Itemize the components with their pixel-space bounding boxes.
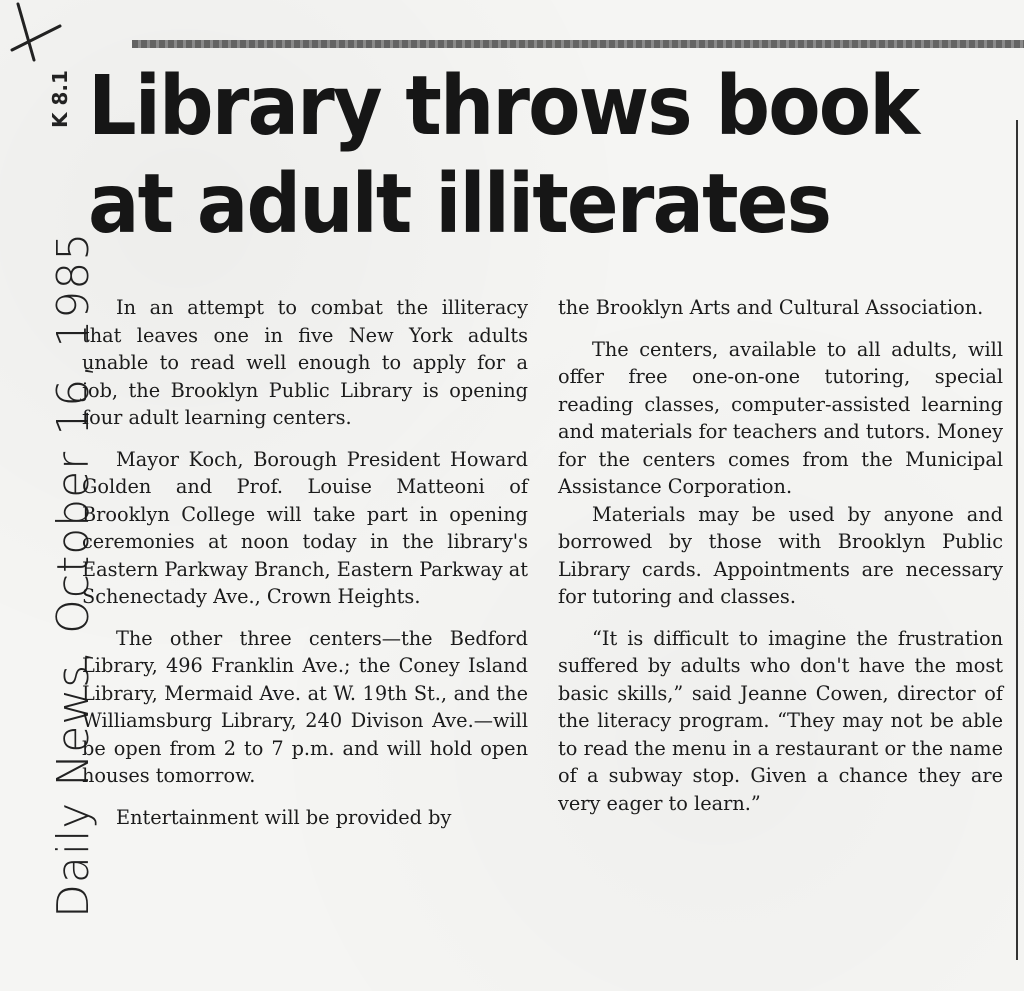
x-mark-icon: [4, 0, 64, 70]
paragraph: Entertainment will be provided by: [116, 805, 452, 829]
paragraph: Mayor Koch, Borough President Howard Golden and Prof. Louise Matteoni of Brooklyn College will take part in opening ceremonies at noon today in the library's Eastern Parkway Branch, Eastern Parkway at Schenectady Ave., Crown Heights.: [82, 447, 528, 608]
left-column: [82, 294, 528, 831]
paragraph: The centers, available to all adults, will offer free one-on-one tutoring, special reading classes, computer-assisted learning and materials for teachers and tutors. Money for the centers comes from the Municipal Assistance Corporation.: [558, 337, 1003, 498]
paragraph: In an attempt to combat the illiteracy that leaves one in five New York adults unable to read well enough to apply for a job, the Brooklyn Public Library is opening four adult learning centers.: [82, 296, 528, 429]
right-column: [558, 294, 1003, 817]
headline: Library throws book at adult illiterates: [88, 59, 919, 252]
paragraph: the Brooklyn Arts and Cultural Association.: [558, 296, 984, 319]
paragraph: Materials may be used by anyone and borrowed by those with Brooklyn Public Library cards. Appointments are necessary for tutoring and classes.: [558, 502, 1003, 608]
handwritten-date-note: Daily News, October 16, 1985: [48, 231, 99, 918]
paragraph: The other three centers—the Bedford Library, 496 Franklin Ave.; the Coney Island Library, Mermaid Ave. at W. 19th St., and the Williamsburg Library, 240 Divison Ave.—will be open from 2 to 7 p.m. and will hold open houses tomorrow.: [82, 626, 528, 787]
paragraph: “It is difficult to imagine the frustration suffered by adults who don't have the most basic skills,” said Jeanne Cowen, director of the literacy program. “They may not be able to read the menu in a restaurant or the name of a subway stop. Given a chance they are very eager to learn.”: [558, 626, 1003, 815]
reference-mark: K 8.1: [48, 70, 72, 128]
column-rule: [1016, 120, 1018, 960]
top-rule: [132, 40, 1024, 48]
